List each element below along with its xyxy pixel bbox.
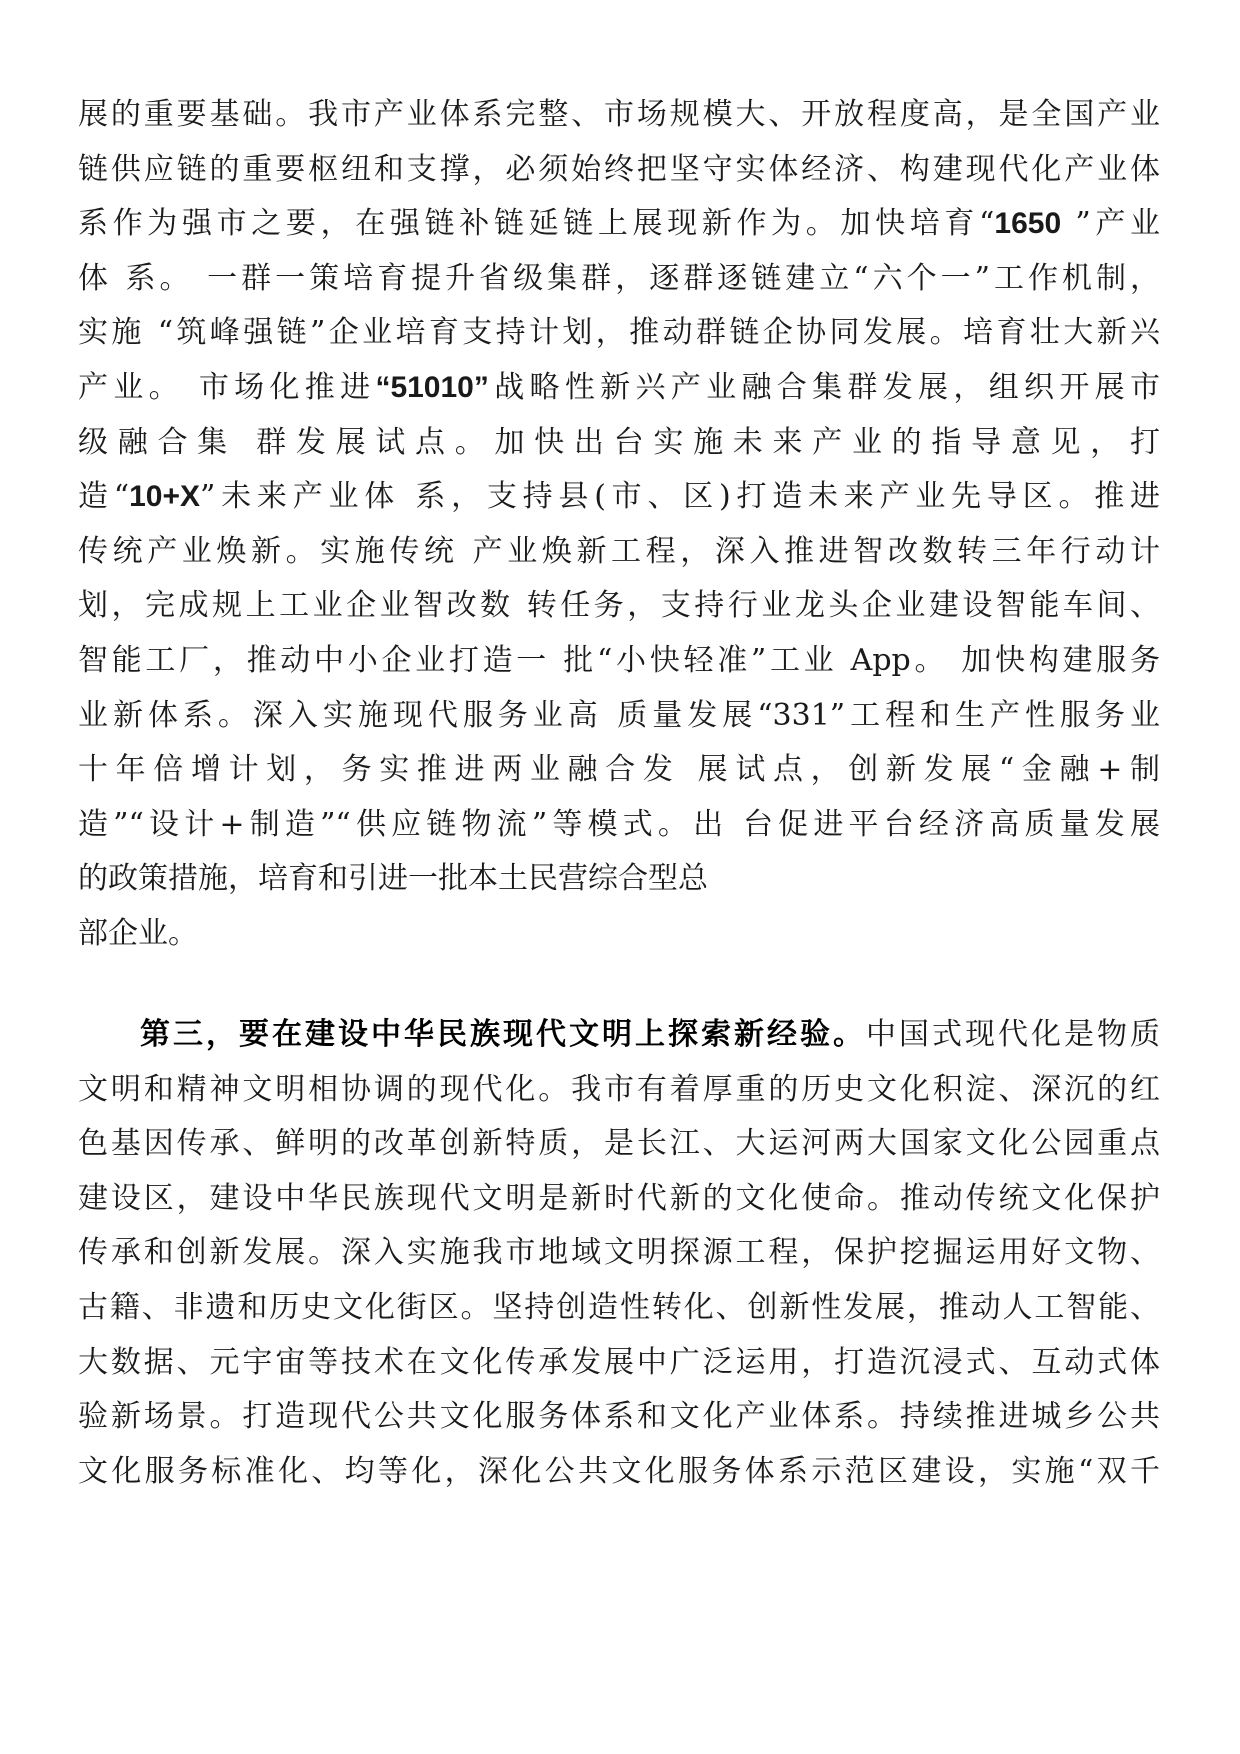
text-line: 的政策措施，培育和引进一批本土民营综合型总 — [78, 861, 708, 897]
text-line: 智能工厂，推动中小企业打造一 批“小快轻准”工业 App。 加快构建服务 — [78, 642, 1160, 678]
text-line: 色基因传承、鲜明的改革创新特质，是长江、大运河两大国家文化公园重点 — [78, 1126, 1160, 1162]
text-line: 展的重要基础。我市产业体系完整、市场规模大、开放程度高，是全国产业 — [78, 97, 1160, 132]
text-line: 古籍、非遗和历史文化街区。坚持创造性转化、创新性发展，推动人工智能、 — [78, 1289, 1160, 1325]
paragraph-chinese-modern-civilization — [78, 1008, 1160, 1499]
text-line — [78, 361, 1160, 416]
paragraph-lead-heading: 第三，要在建设中华民族现代文明上探索新经验。 — [140, 1017, 866, 1052]
text-line: 十年倍增计划，务实推进两业融合发 展试点，创新发展“金融+制 — [78, 752, 1160, 788]
text-line: 造”“设计+制造”“供应链物流”等模式。出 台促进平台经济高质量发展 — [78, 806, 1160, 842]
text-line: 业新体系。深入实施现代服务业高 质量发展“331”工程和生产性服务业 — [78, 697, 1160, 733]
text-line: 划，完成规上工业企业智改数 转任务，支持行业龙头企业建设智能车间、 — [78, 588, 1160, 624]
text-line: 文明和精神文明相协调的现代化。我市有着厚重的历史文化积淀、深沉的红 — [78, 1071, 1160, 1107]
highlight-number: 1650 — [994, 207, 1062, 241]
text-line: 传统产业焕新。实施传统 产业焕新工程，深入推进智改数转三年行动计 — [78, 533, 1160, 569]
text-segment: ”未来产业体 系，支持县(市、区)打造未来产业先导区。推进 — [200, 479, 1161, 515]
text-line: 验新场景。打造现代公共文化服务体系和文化产业体系。持续推进城乡公共 — [78, 1399, 1160, 1435]
paragraph-industrial-system — [78, 88, 1160, 962]
text-segment: 中国式现代化是物质 — [866, 1017, 1160, 1052]
text-line: 体 系。 一群一策培育提升省级集群，逐群逐链建立“六个一”工作机制， — [78, 260, 1160, 296]
text-line: 建设区，建设中华民族现代文明是新时代新的文化使命。推动传统文化保护 — [78, 1180, 1160, 1216]
text-segment: 产业。 市场化推进 — [78, 369, 376, 405]
text-line: 大数据、元宇宙等技术在文化传承发展中广泛运用，打造沉浸式、互动式体 — [78, 1344, 1160, 1380]
text-line — [78, 1008, 1160, 1063]
text-line: 文化服务标准化、均等化，深化公共文化服务体系示范区建设，实施“双千 — [78, 1453, 1160, 1489]
text-segment: 战略性新兴产业融合集群发展，组织开展市 — [488, 369, 1160, 405]
text-line — [78, 197, 1160, 252]
text-line: 链供应链的重要枢纽和支撑，必须始终把坚守实体经济、构建现代化产业体 — [78, 151, 1160, 187]
text-segment: 造“ — [78, 479, 130, 515]
highlight-number: 10+X — [129, 480, 201, 514]
text-line: 传承和创新发展。深入实施我市地域文明探源工程，保护挖掘运用好文物、 — [78, 1235, 1160, 1271]
text-segment: 系作为强市之要，在强链补链延链上展现新作为。加快培育“ — [78, 206, 995, 242]
highlight-number: “51010” — [375, 370, 489, 404]
text-line: 级融合集 群发展试点。加快出台实施未来产业的指导意见，打 — [78, 424, 1160, 460]
text-segment: ”产业 — [1061, 206, 1160, 242]
text-line: 实施 “筑峰强链”企业培育支持计划，推动群链企协同发展。培育壮大新兴 — [78, 315, 1160, 351]
text-line — [78, 470, 1160, 525]
text-line: 部企业。 — [78, 915, 198, 951]
